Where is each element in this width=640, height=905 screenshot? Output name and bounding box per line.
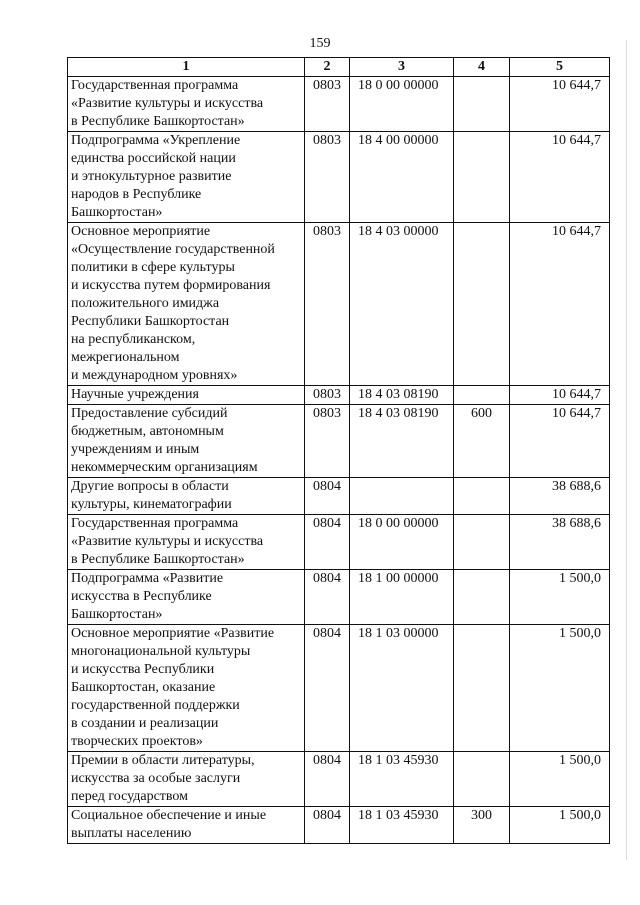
row-amount: 1 500,0 bbox=[510, 807, 610, 844]
column-header-target: 3 bbox=[350, 58, 454, 77]
row-target-code: 18 1 03 00000 bbox=[350, 625, 454, 752]
row-expense-type bbox=[454, 77, 510, 132]
row-target-code: 18 4 03 00000 bbox=[350, 223, 454, 386]
row-name: Подпрограмма «Развитие искусства в Республике Башкортостан» bbox=[68, 570, 305, 625]
row-name: Предоставление субсидий бюджетным, автономным учреждениям и иным некоммерческим организациям bbox=[68, 405, 305, 478]
row-amount: 1 500,0 bbox=[510, 570, 610, 625]
row-section-code: 0804 bbox=[305, 807, 350, 844]
row-amount: 10 644,7 bbox=[510, 77, 610, 132]
table-row bbox=[68, 405, 610, 478]
column-header-expense-type: 4 bbox=[454, 58, 510, 77]
row-name: Научные учреждения bbox=[68, 386, 305, 405]
row-target-code: 18 4 03 08190 bbox=[350, 405, 454, 478]
row-target-code: 18 1 03 45930 bbox=[350, 807, 454, 844]
row-name: Основное мероприятие «Развитие многонациональной культуры и искусства Республики Башкортостан, оказание государственной поддержки в создании и реализации творческих проектов» bbox=[68, 625, 305, 752]
row-name: Социальное обеспечение и иные выплаты населению bbox=[68, 807, 305, 844]
row-expense-type bbox=[454, 132, 510, 223]
scan-edge-line bbox=[626, 40, 627, 860]
row-name: Основное мероприятие «Осуществление государственной политики в сфере культуры и искусства путем формирования положительного имиджа Республики Башкортостан на республиканском, межрегиональном и международном уровнях» bbox=[68, 223, 305, 386]
row-target-code bbox=[350, 478, 454, 515]
table-row bbox=[68, 570, 610, 625]
row-section-code: 0803 bbox=[305, 132, 350, 223]
row-amount: 10 644,7 bbox=[510, 223, 610, 386]
row-section-code: 0804 bbox=[305, 752, 350, 807]
row-amount: 38 688,6 bbox=[510, 478, 610, 515]
row-expense-type bbox=[454, 752, 510, 807]
row-amount: 1 500,0 bbox=[510, 752, 610, 807]
table-row bbox=[68, 752, 610, 807]
column-header-name: 1 bbox=[68, 58, 305, 77]
row-target-code: 18 1 03 45930 bbox=[350, 752, 454, 807]
table-header-row bbox=[68, 58, 610, 77]
row-section-code: 0804 bbox=[305, 625, 350, 752]
row-amount: 10 644,7 bbox=[510, 386, 610, 405]
row-section-code: 0803 bbox=[305, 386, 350, 405]
row-section-code: 0803 bbox=[305, 405, 350, 478]
table-row bbox=[68, 807, 610, 844]
table-row bbox=[68, 77, 610, 132]
row-expense-type bbox=[454, 386, 510, 405]
table-row bbox=[68, 223, 610, 386]
table-body bbox=[68, 77, 610, 844]
row-expense-type bbox=[454, 515, 510, 570]
row-amount: 1 500,0 bbox=[510, 625, 610, 752]
row-expense-type: 300 bbox=[454, 807, 510, 844]
table-row bbox=[68, 386, 610, 405]
row-name: Государственная программа «Развитие культуры и искусства в Республике Башкортостан» bbox=[68, 77, 305, 132]
row-amount: 10 644,7 bbox=[510, 405, 610, 478]
row-amount: 10 644,7 bbox=[510, 132, 610, 223]
row-expense-type bbox=[454, 223, 510, 386]
row-target-code: 18 4 00 00000 bbox=[350, 132, 454, 223]
row-target-code: 18 4 03 08190 bbox=[350, 386, 454, 405]
page-number: 159 bbox=[309, 36, 331, 51]
row-expense-type bbox=[454, 570, 510, 625]
column-header-amount: 5 bbox=[510, 58, 610, 77]
row-target-code: 18 0 00 00000 bbox=[350, 515, 454, 570]
row-amount: 38 688,6 bbox=[510, 515, 610, 570]
row-section-code: 0804 bbox=[305, 478, 350, 515]
row-section-code: 0803 bbox=[305, 223, 350, 386]
row-name: Другие вопросы в области культуры, кинематографии bbox=[68, 478, 305, 515]
row-section-code: 0804 bbox=[305, 570, 350, 625]
table-row bbox=[68, 132, 610, 223]
row-section-code: 0804 bbox=[305, 515, 350, 570]
column-header-section: 2 bbox=[305, 58, 350, 77]
row-expense-type: 600 bbox=[454, 405, 510, 478]
table-row bbox=[68, 625, 610, 752]
row-name: Государственная программа «Развитие культуры и искусства в Республике Башкортостан» bbox=[68, 515, 305, 570]
row-section-code: 0803 bbox=[305, 77, 350, 132]
row-target-code: 18 0 00 00000 bbox=[350, 77, 454, 132]
row-target-code: 18 1 00 00000 bbox=[350, 570, 454, 625]
table-row bbox=[68, 478, 610, 515]
row-expense-type bbox=[454, 478, 510, 515]
table-row bbox=[68, 515, 610, 570]
row-name: Премии в области литературы, искусства за особые заслуги перед государством bbox=[68, 752, 305, 807]
budget-table bbox=[67, 57, 610, 844]
row-expense-type bbox=[454, 625, 510, 752]
row-name: Подпрограмма «Укрепление единства российской нации и этнокультурное развитие народов в Республике Башкортостан» bbox=[68, 132, 305, 223]
